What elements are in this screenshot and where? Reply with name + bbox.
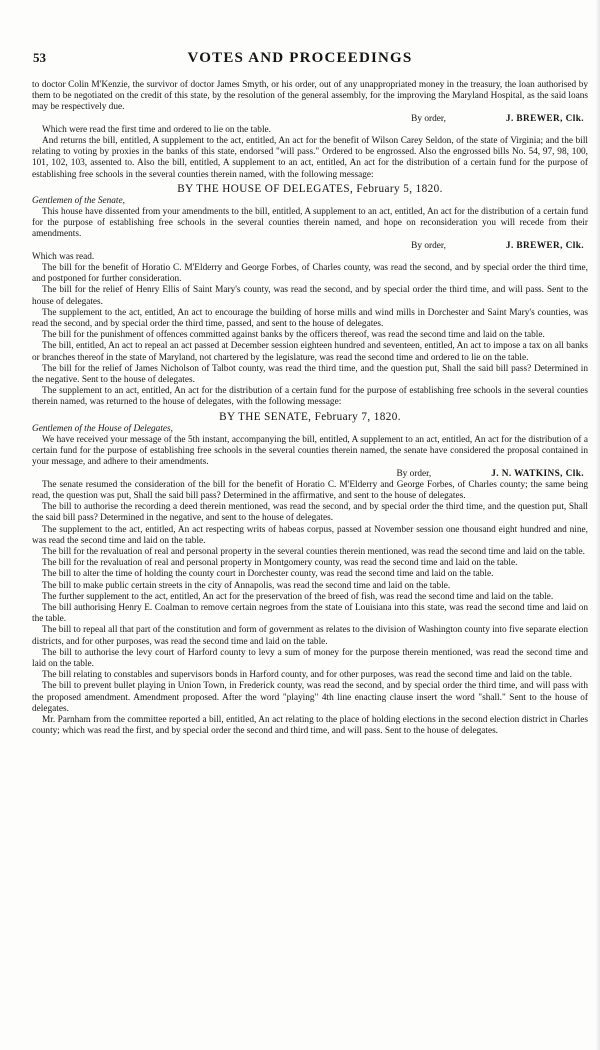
paragraph: The bill for the revaluation of real and personal property in the several counties therein mentioned, was read the second time and laid on the table. [42,546,585,557]
signature-by-order: By order, [411,113,446,124]
paragraph: The bill to prevent bullet playing in Union Town, in Frederick county, was read the second, and by special order the third time, and will pass with the proposed amendment. Amendment proposed. After the word "playing" 4th line enacting clause insert the word "shall." Sent to the house of delegates. [32,681,588,714]
paragraph: The senate resumed the consideration of the bill for the benefit of Horatio C. M'Elderry and George Forbes, of Charles county; the same being read, the question was put, Shall the said bill pass? Determined in the affirmative, and sent to the house of delegates. [32,479,588,501]
paragraph: The supplement to the act, entitled, An act to encourage the building of horse mills and wind mills in Dorchester and Saint Mary's counties, was read the second, and by special order the third time, passed, and sent to the house of delegates. [32,307,588,330]
paragraph: The bill for the relief of James Nicholson of Talbot county, was read the third time, and the question put, Shall the said bill pass? Determined in the negative. Sent to the house of delegates. [32,363,588,386]
paragraph: The bill to repeal all that part of the constitution and form of government as relates to the division of Washington county into five separate election districts, and for other purposes, was read the second time and laid on the table. [32,625,588,647]
salutation: Gentlemen of the Senate, [32,195,125,206]
paragraph: We have received your message of the 5th instant, accompanying the bill, entitled, A supplement to an act, entitled, An act for the distribution of a certain fund for the purpose of establishing free schools in the several counties therein named, the senate have considered the proposal contained in your message, and adhere to their amendments. [32,434,588,468]
running-head: VOTES AND PROCEEDINGS [187,50,413,66]
signature-line [32,469,588,480]
section-heading: BY THE SENATE, February 7, 1820. [219,410,401,423]
paragraph: Mr. Parnham from the committee reported a bill, entitled, An act relating to the place of holding elections in the second election district in Charles county; which was read the first, and by special order the second and third time, and will pass. Sent to the house of delegates. [32,714,588,737]
signature-clerk: J. BREWER, Clk. [505,113,584,124]
paragraph: The bill to authorise the levy court of Harford county to levy a sum of money for the purpose therein mentioned, was read the second time and laid on the table. [32,647,588,669]
paragraph: Which was read. [32,251,95,262]
paragraph: The supplement to the act, entitled, An act respecting writs of habeas corpus, passed at November session one thousand eight hundred and nine, was read the second time and laid on the table. [32,524,588,546]
section-heading: BY THE HOUSE OF DELEGATES, February 5, 1820. [177,182,443,195]
paragraph: The bill, entitled, An act to repeal an act passed at December session eighteen hundred and seventeen, entitled, An act to impose a tax on all banks or branches thereof in the state of Maryland, not chartered by the legislature, was read the second time and ordered to lie on the table. [32,341,588,363]
paragraph: The supplement to an act, entitled, An act for the distribution of a certain fund for the purpose of establishing free schools in the several counties therein named, was returned to the house of delegates, with the following message: [32,386,588,408]
signature-by-order: By order, [411,240,446,251]
paragraph: Which were read the first time and ordered to lie on the table. [42,124,271,135]
paragraph: The bill for the revaluation of real and personal property in Montgomery county, was read the second time and laid on the table. [42,558,518,569]
paragraph: The bill for the benefit of Horatio C. M'Elderry and George Forbes, of Charles county, was read the second, and by special order the third time, and postponed for further consideration. [32,263,588,285]
paragraph: to doctor Colin M'Kenzie, the survivor of doctor James Smyth, or his order, out of any unappropriated money in the treasury, the loan authorised by them to be negotiated on the credit of this state, by the resolution of the general assembly, for the improving the Maryland Hospital, as the said loans may be respectively due. [32,80,588,113]
paragraph: The bill for the punishment of offences committed against banks by the officers thereof, was read the second time and laid on the table. [42,330,545,341]
page-number: 53 [33,50,46,65]
paragraph: The further supplement to the act, entitled, An act for the preservation of the breed of fish, was read the second time and laid on the table. [42,591,554,602]
paragraph: The bill to authorise the recording a deed therein mentioned, was read the second, and by special order the third time, and the question put, Shall the said bill pass? Determined in the negative, and sent to the house of delegates. [32,502,588,524]
signature-line [32,241,588,252]
salutation: Gentlemen of the House of Delegates, [32,423,173,434]
paragraph: The bill authorising Henry E. Coalman to remove certain negroes from the state of Louisiana into this state, was read the second time and laid on the table. [32,602,588,625]
signature-line [32,114,588,125]
paragraph: The bill relating to constables and supervisors bonds in Harford county, and for other purposes, was read the second time and laid on the table. [42,670,572,681]
paragraph: This house have dissented from your amendments to the bill, entitled, A supplement to an act, entitled, An act for the distribution of a certain fund for the purpose of establishing free schools in the several counties therein named, and hope on reconsideration you will recede from their amendments. [32,207,588,240]
page-edge [595,0,600,1050]
paragraph: The bill to make public certain streets in the city of Annapolis, was read the second time and laid on the table. [42,580,451,591]
paragraph: The bill for the relief of Henry Ellis of Saint Mary's county, was read the second, and by special order the third time, and will pass. Sent to the house of delegates. [32,285,588,307]
paragraph: And returns the bill, entitled, A supplement to the act, entitled, An act for the benefit of Wilson Carey Seldon, of the state of Virginia; and the bill relating to voting by proxies in the banks of this state, endorsed "will pass." Ordered to be engrossed. Also the engrossed bills No. 54, 97, 98, 100, 101, 102, 103, assented to. Also the bill, entitled, A supplement to an act, entitled, An act for the distribution of a certain fund for the purpose of establishing free schools in the several counties therein named, with the following message: [32,136,588,180]
signature-clerk: J. BREWER, Clk. [505,240,584,251]
paragraph: The bill to alter the time of holding the county court in Dorchester county, was read the second time and laid on the table. [42,569,494,580]
signature-by-order: By order, [396,468,432,479]
signature-clerk: J. N. WATKINS, Clk. [491,468,584,479]
body-text [32,80,588,737]
page-header [0,50,600,70]
